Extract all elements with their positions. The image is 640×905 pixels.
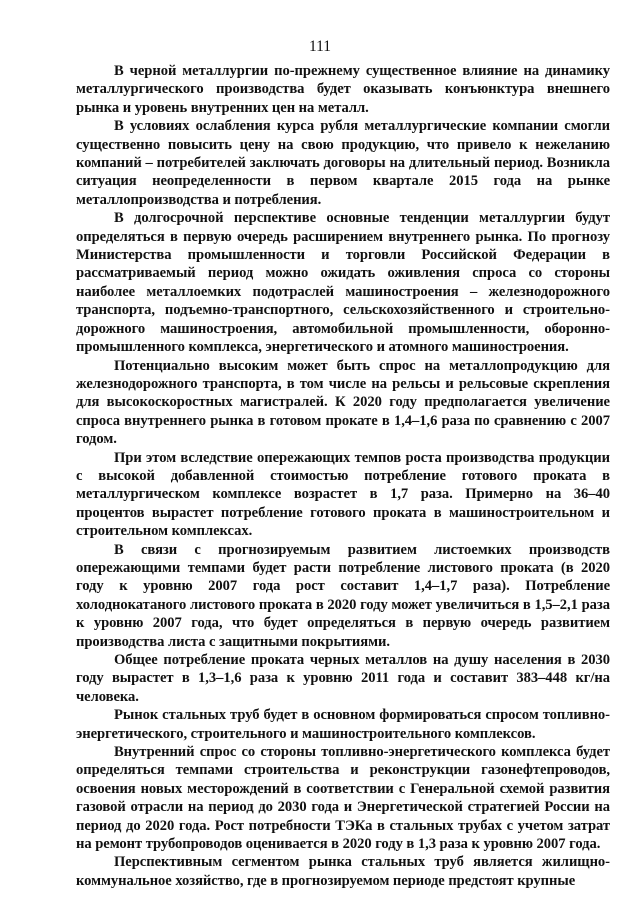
page-number: 111	[308, 38, 332, 55]
document-body	[76, 62, 610, 890]
paragraph: В условиях ослабления курса рубля металлургические компании смогли существенно повысить цену на свою продукцию, что привело к нежеланию компаний – потребителей заключать договоры на длительный период. Возникла ситуация неопределенности в первом квартале 2015 года на рынке металлопроизводства и потребления.	[76, 118, 610, 208]
paragraph: В долгосрочной перспективе основные тенденции металлургии будут определяться в первую очередь расширением внутреннего рынка. По прогнозу Министерства промышленности и торговли Российской Федерации в рассматриваемый период можно ожидать оживления спроса со стороны наиболее металлоемких подотраслей машиностроения – железнодорожного транспорта, подъемно-транспортного, сельскохозяйственного и строительно-дорожного машиностроения, автомобильной промышленности, оборонно-промышленного комплекса, энергетического и атомного машиностроения.	[76, 210, 610, 356]
paragraph: Перспективным сегментом рынка стальных труб является жилищно-коммунальное хозяйство, где в прогнозируемом периоде предстоят крупные	[76, 854, 610, 889]
paragraph: Общее потребление проката черных металлов на душу населения в 2030 году вырастет в 1,3–1,6 раза к уровню 2011 года и составит 383–448 кг/на человека.	[76, 652, 610, 705]
paragraph: Рынок стальных труб будет в основном формироваться спросом топливно-энергетического, строительного и машиностроительного комплексов.	[76, 707, 610, 742]
paragraph: В связи с прогнозируемым развитием листоемких производств опережающими темпами будет расти потребление листового проката (в 2020 году к уровню 2007 года рост составит 1,4–1,7 раза). Потребление холоднокатаного листового проката в 2020 году может увеличиться в 1,5–2,1 раза к уровню 2007 года, что будет определяться в первую очередь развитием производства листа с защитными покрытиями.	[76, 541, 610, 650]
paragraph: При этом вследствие опережающих темпов роста производства продукции с высокой добавленной стоимостью потребление готового проката в металлургическом комплексе возрастет в 1,7 раза. Примерно на 36–40 процентов вырастет потребление готового проката в машиностроительном и строительном комплексах.	[76, 449, 610, 540]
paragraph: Внутренний спрос со стороны топливно-энергетического комплекса будет определяться темпами строительства и реконструкции газонефтепроводов, освоения новых месторождений в соответствии с Генеральной схемой развития газовой отрасли на период до 2030 года и Энергетической стратегией России на период до 2020 года. Рост потребности ТЭКа в стальных трубах с учетом затрат на ремонт трубопроводов оценивается в 2020 году в 1,3 раза к уровню 2007 года.	[76, 744, 610, 853]
paragraph: Потенциально высоким может быть спрос на металлопродукцию для железнодорожного транспорта, в том числе на рельсы и рельсовые скрепления для высокоскоростных магистралей. К 2020 году предполагается увеличение спроса внутреннего рынка в готовом прокате в 1,4–1,6 раза по сравнению с 2007 годом.	[76, 357, 610, 448]
paragraph: В черной металлургии по-прежнему существенное влияние на динамику металлургического производства будет оказывать конъюнктура внешнего рынка и уровень внутренних цен на металл.	[76, 63, 610, 116]
